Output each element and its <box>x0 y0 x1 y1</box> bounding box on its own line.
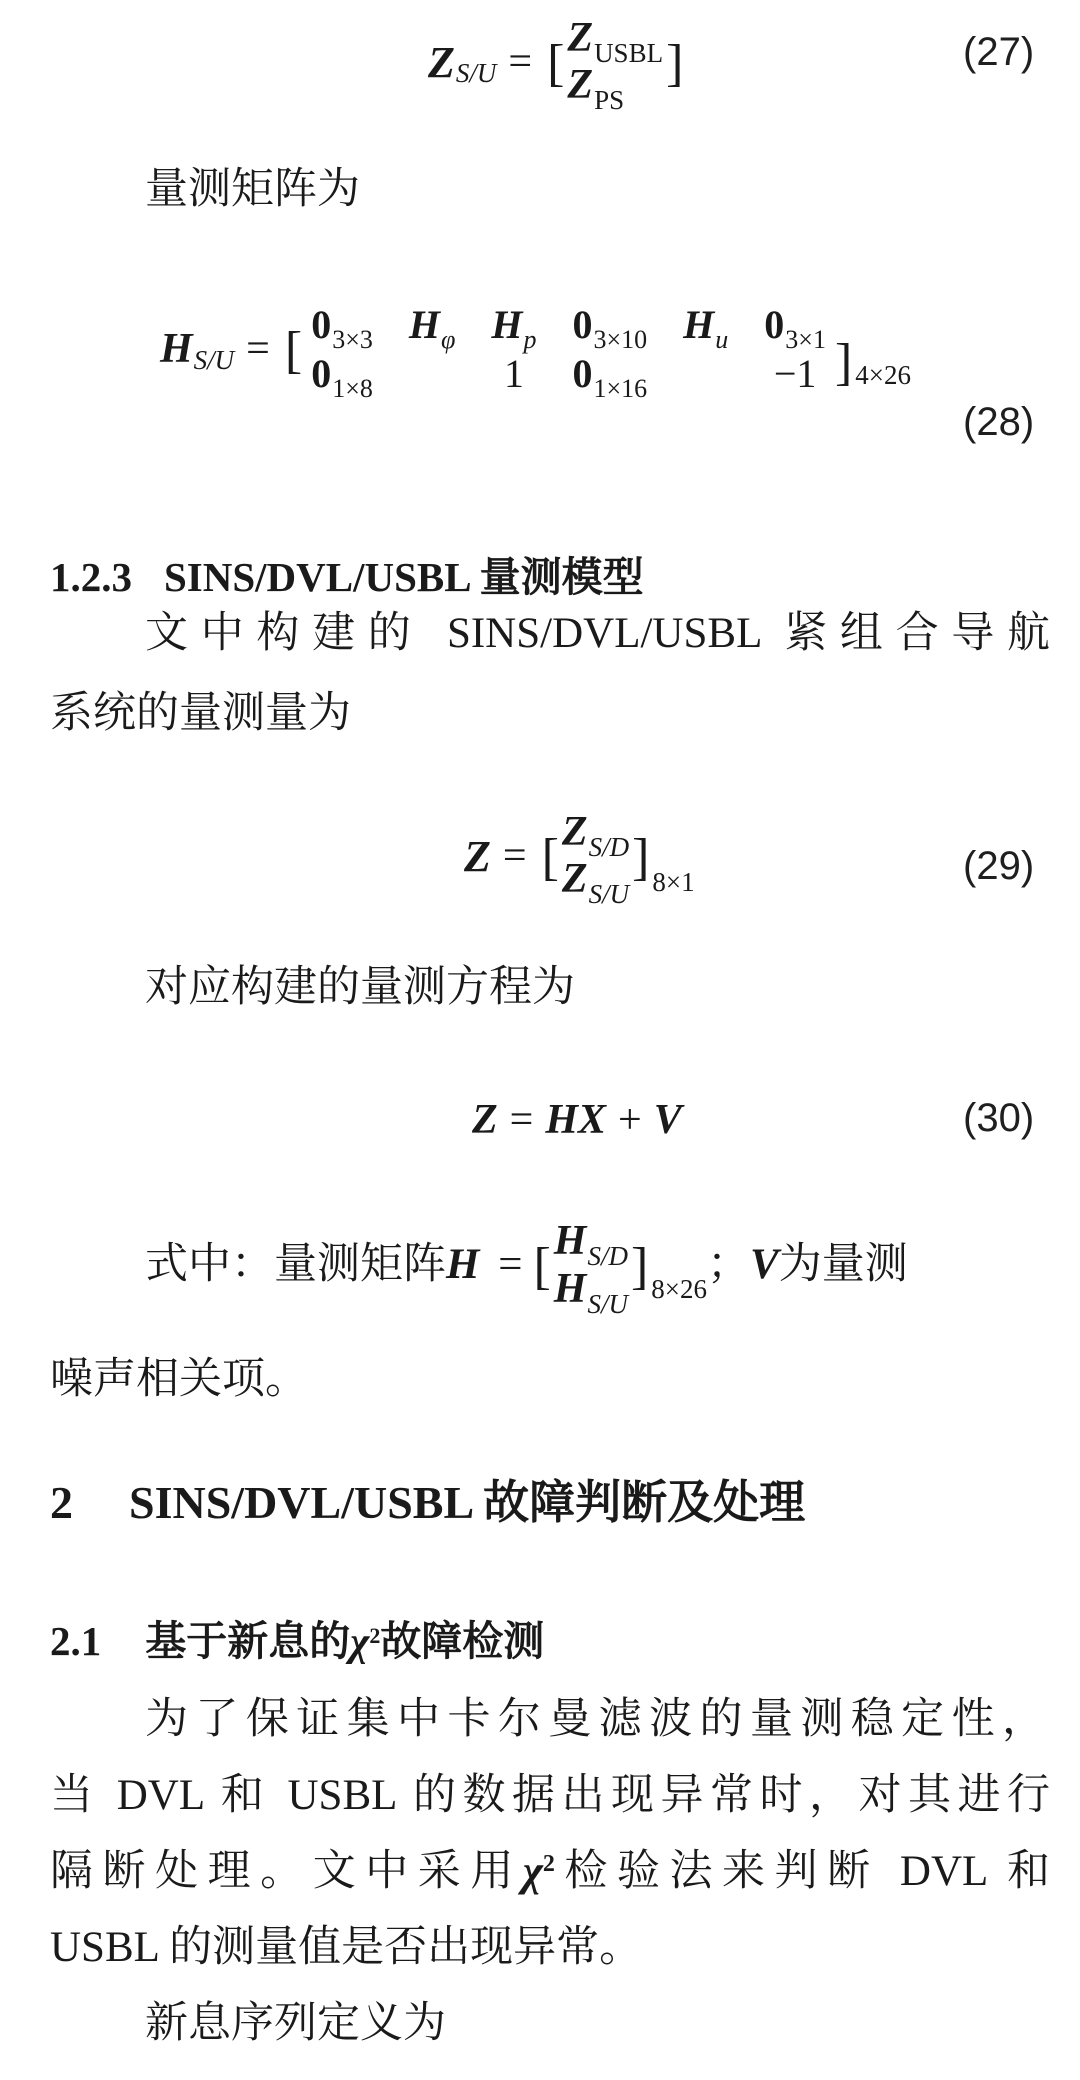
eq28-matrix <box>311 301 826 403</box>
section-heading-2 <box>50 1466 805 1532</box>
body-line: 文中构建的 SINS/DVL/USBL 紧组合导航 <box>145 610 1050 657</box>
matrix-cell <box>683 301 729 354</box>
body-line: 为了保证集中卡尔曼滤波的量测稳定性， <box>145 1696 1045 1743</box>
left-bracket: [ <box>547 35 565 92</box>
eq29-equals: = <box>502 833 527 879</box>
eq29-matrix <box>561 808 630 909</box>
body-line: 新息序列定义为 <box>145 2000 446 2047</box>
equation-29 <box>464 808 695 909</box>
matrix-cell: 1 <box>503 351 524 396</box>
body-line: 噪声相关项。 <box>50 1356 308 1403</box>
body-line: USBL 的测量值是否出现异常。 <box>50 1924 643 1971</box>
inline-equals: = <box>498 1241 523 1289</box>
matrix-row <box>567 62 625 115</box>
inline-semicolon: ； <box>707 1241 751 1289</box>
section-title-part: 故障检测 <box>380 1618 545 1664</box>
cell-base: H <box>683 302 715 347</box>
right-bracket: ] <box>630 1238 649 1296</box>
matrix-row <box>567 14 664 68</box>
inline-text: 检验法来判断 DVL 和 <box>554 1848 1050 1895</box>
body-line-chi <box>50 1844 1050 1900</box>
eq27-equals: = <box>508 39 533 85</box>
inline-text: 为量测 <box>778 1241 908 1289</box>
left-bracket: [ <box>284 322 303 379</box>
eq28-number: (28) <box>963 400 1035 444</box>
eq28-dim-sub: 4×26 <box>855 359 912 390</box>
body-line: 对应构建的量测方程为 <box>145 964 575 1011</box>
section-title: SINS/DVL/USBL 故障判断及处理 <box>129 1477 806 1528</box>
cell-base: H <box>408 302 440 347</box>
body-line-inline-equation <box>145 1192 908 1332</box>
equation-27 <box>428 12 686 115</box>
p4-top-base: H <box>553 1217 587 1264</box>
inline-v: V <box>750 1241 779 1289</box>
eq27-lhs-sub: S/U <box>455 57 497 88</box>
section-heading-123 <box>50 544 644 603</box>
p4-bot-base: H <box>553 1266 587 1313</box>
paragraph-measure-matrix: 量测矩阵为 <box>145 166 360 213</box>
matrix-cell <box>311 301 373 354</box>
right-bracket: ] <box>834 334 853 391</box>
eq29-dim-sub: 8×1 <box>652 866 695 897</box>
cell-sub: 3×10 <box>593 325 648 354</box>
cell-base: H <box>491 302 523 347</box>
matrix-cell <box>572 301 648 354</box>
chi-symbol: χ <box>522 1848 543 1895</box>
eq28-lhs-sub: S/U <box>193 344 235 375</box>
eq27-top-sub: USBL <box>594 37 664 68</box>
section-title: SINS/DVL/USBL 量测模型 <box>164 554 644 600</box>
eq30-number: (30) <box>963 1096 1035 1140</box>
matrix-cell <box>572 350 648 403</box>
cell-sub: 1×8 <box>332 374 373 403</box>
cell-base: 0 <box>311 351 332 396</box>
section-number: 2.1 <box>50 1618 102 1664</box>
p4-dim-sub: 8×26 <box>651 1274 708 1305</box>
eq27-bot-sub: PS <box>594 85 625 115</box>
left-bracket: [ <box>533 1238 551 1296</box>
cell-base: 0 <box>572 351 593 396</box>
section-number: 1.2.3 <box>50 554 132 600</box>
body-line: 当 DVL 和 USBL 的数据出现异常时，对其进行 <box>50 1772 1050 1819</box>
body-line: 系统的量测量为 <box>50 690 351 737</box>
cell-sub: 3×3 <box>332 325 373 354</box>
cell-sub: u <box>715 325 729 354</box>
eq30-v: V <box>653 1097 682 1143</box>
cell-sub: 3×1 <box>785 325 826 354</box>
p4-top-sub: S/D <box>587 1240 628 1271</box>
eq28-lhs: H <box>160 326 193 372</box>
inline-h: H <box>446 1241 480 1289</box>
matrix-cell <box>311 350 373 403</box>
eq29-top-sub: S/D <box>588 831 630 862</box>
matrix-row <box>561 856 630 909</box>
equation-28 <box>160 292 911 406</box>
eq29-bot-sub: S/U <box>588 879 630 909</box>
eq29-lhs: Z <box>464 831 491 881</box>
chi-exponent: 2 <box>369 1623 381 1648</box>
inline-text: 隔断处理。文中采用 <box>50 1848 523 1895</box>
left-bracket: [ <box>541 829 559 886</box>
equation-30 <box>472 1092 682 1148</box>
cell-sub: φ <box>440 325 456 354</box>
cell-sub: p <box>523 325 537 354</box>
right-bracket: ] <box>632 829 650 886</box>
matrix-row <box>553 1265 628 1320</box>
eq27-bot-base: Z <box>567 62 594 108</box>
eq30-z: Z <box>472 1097 498 1143</box>
eq27-matrix <box>567 14 664 115</box>
eq30-equals: = <box>509 1097 534 1143</box>
p4-bot-sub: S/U <box>587 1289 628 1320</box>
section-number: 2 <box>50 1477 73 1528</box>
matrix-row <box>553 1217 628 1271</box>
right-bracket: ] <box>666 35 684 92</box>
eq27-lhs: Z <box>428 37 455 87</box>
cell-base: 0 <box>764 302 785 347</box>
eq30-x: X <box>578 1097 607 1143</box>
chi-exponent: 2 <box>542 1851 555 1877</box>
cell-sub: 1×16 <box>593 374 648 403</box>
section-heading-21 <box>50 1608 544 1667</box>
matrix-row <box>561 808 630 862</box>
matrix-cell <box>408 301 456 354</box>
eq30-h: H <box>545 1097 579 1143</box>
inline-matrix <box>553 1217 628 1320</box>
cell-base: 0 <box>572 302 593 347</box>
inline-text: 式中：量测矩阵 <box>145 1241 446 1289</box>
eq29-number: (29) <box>963 844 1035 888</box>
chi-symbol: χ <box>350 1618 370 1664</box>
eq28-equals: = <box>246 326 270 372</box>
eq29-top-base: Z <box>561 808 588 855</box>
eq27-top-base: Z <box>567 14 594 61</box>
eq30-plus: + <box>618 1097 642 1143</box>
eq27-number: (27) <box>963 30 1035 74</box>
section-title-part: 基于新息的 <box>145 1618 351 1664</box>
cell-base: 0 <box>311 302 332 347</box>
matrix-cell: −1 <box>773 351 817 396</box>
matrix-cell <box>491 301 537 354</box>
matrix-cell <box>764 301 826 354</box>
eq29-bot-base: Z <box>561 856 588 902</box>
